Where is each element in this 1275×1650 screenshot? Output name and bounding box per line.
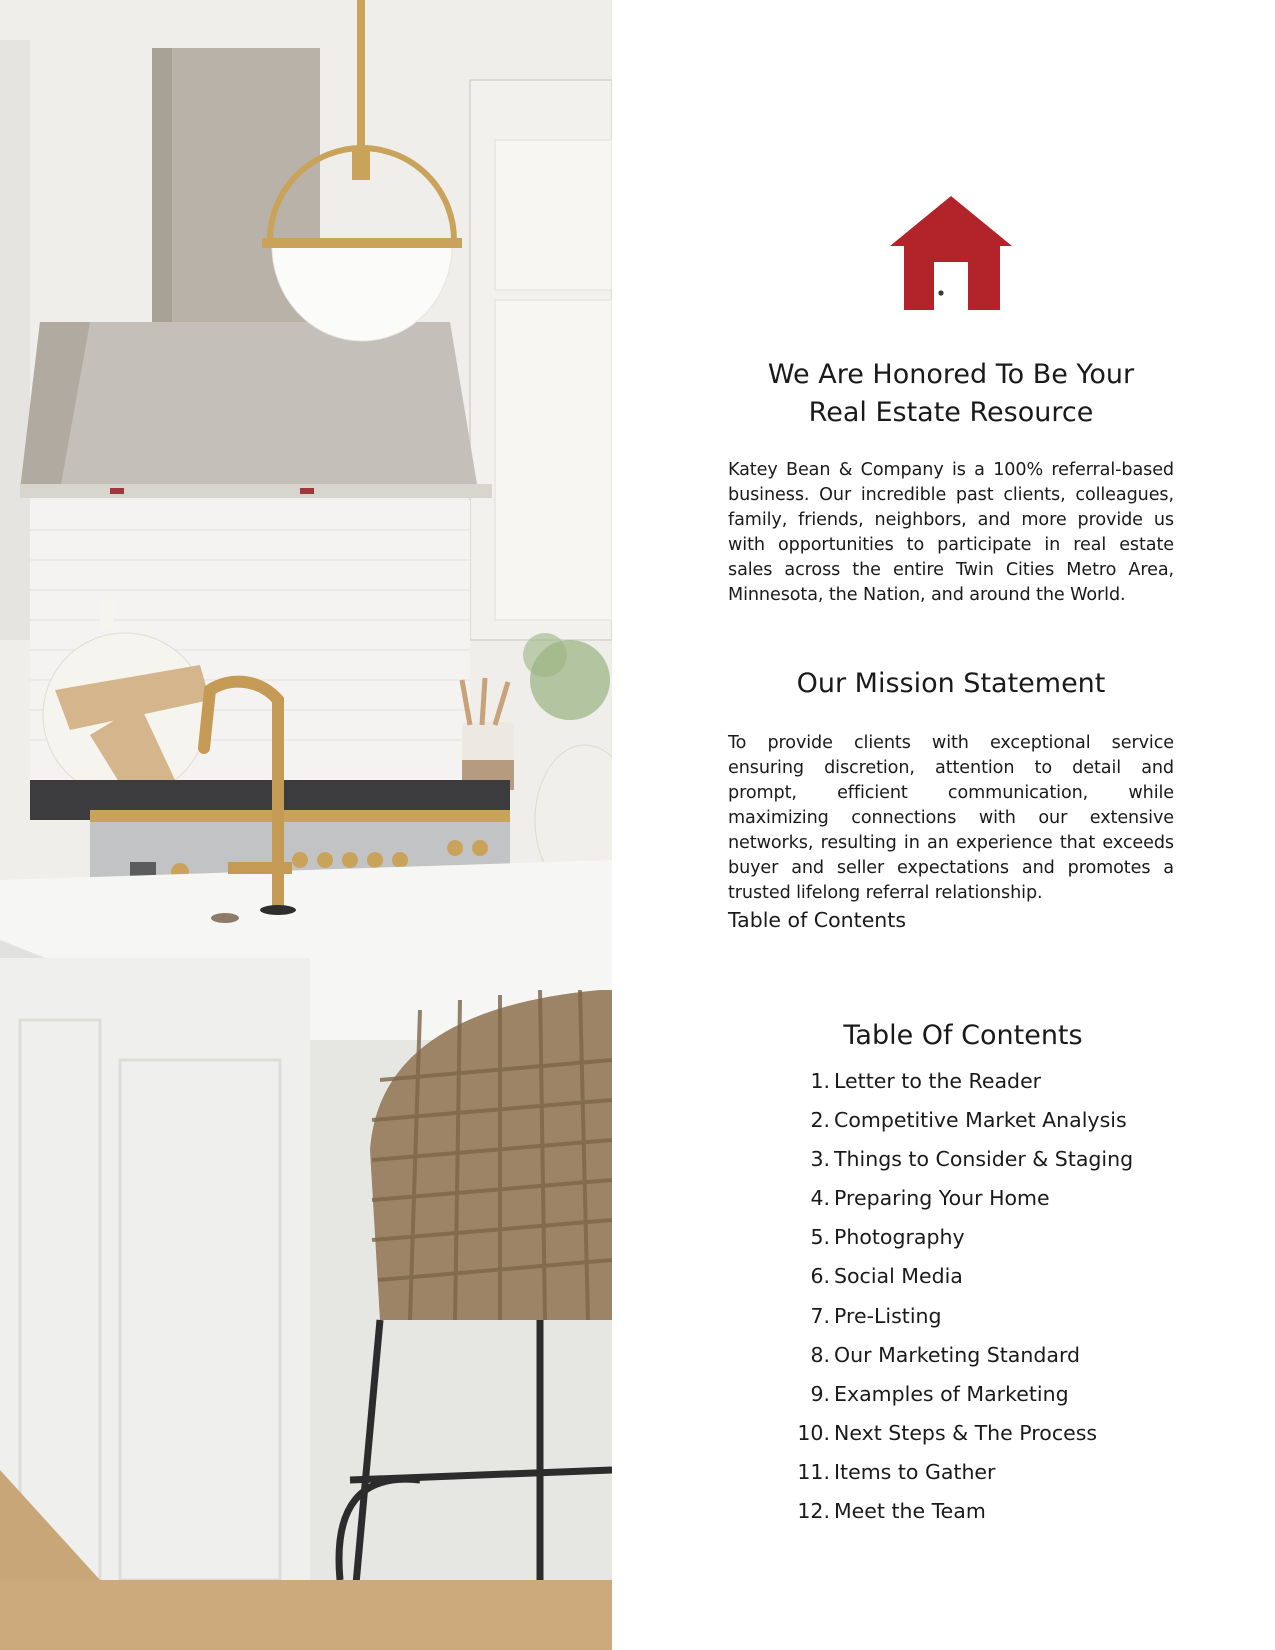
- toc-list: [790, 1064, 1170, 1533]
- toc-item: [790, 1494, 1170, 1533]
- toc-item-text: Things to Consider & Staging: [834, 1147, 1134, 1172]
- toc-item: [790, 1377, 1170, 1416]
- toc-item-number: 10.: [797, 1420, 830, 1445]
- toc-item: [790, 1299, 1170, 1338]
- kitchen-photo: [0, 0, 612, 1650]
- toc-item-number: 3.: [810, 1147, 830, 1172]
- toc-item-number: 4.: [810, 1186, 830, 1211]
- toc-item: [790, 1416, 1170, 1455]
- toc-item: [790, 1142, 1170, 1181]
- toc-item: [790, 1064, 1170, 1103]
- toc-item-text: Next Steps & The Process: [834, 1420, 1098, 1445]
- intro-heading-line1: We Are Honored To Be Your: [767, 359, 1135, 390]
- toc-item-number: 12.: [797, 1499, 830, 1524]
- intro-heading: [728, 356, 1174, 432]
- kitchen-illustration: [0, 0, 612, 1650]
- intro-paragraph: Katey Bean & Company is a 100% referral-based business. Our incredible past clients, colleagues, family, friends, neighbors, and more provide us with opportunities to participate in real estate sales across the entire Twin Cities Metro Area, Minnesota, the Nation, and around the World.: [728, 460, 1174, 605]
- toc-heading: Table Of Contents: [843, 1020, 1083, 1051]
- toc-item-number: 2.: [810, 1108, 830, 1133]
- toc-item: [790, 1181, 1170, 1220]
- toc-item-number: 6.: [810, 1264, 830, 1289]
- toc-item: [790, 1455, 1170, 1494]
- toc-item-number: 5.: [810, 1225, 830, 1250]
- toc-item-text: Pre-Listing: [834, 1303, 942, 1328]
- mission-heading: Our Mission Statement: [796, 668, 1106, 699]
- mission-paragraph: To provide clients with exceptional service ensuring discretion, attention to detail and prompt, efficient communication, while maximizing connections with our extensive networks, resulting in an experience that exceeds buyer and seller expectations and promotes a trusted lifelong referral relationship.: [728, 733, 1174, 903]
- house-icon: [890, 196, 1012, 310]
- toc-item-text: Preparing Your Home: [834, 1186, 1050, 1211]
- toc-item-text: Meet the Team: [834, 1499, 986, 1524]
- toc-item-number: 11.: [797, 1459, 830, 1484]
- toc-item-text: Letter to the Reader: [834, 1069, 1042, 1093]
- toc-item-text: Photography: [834, 1225, 965, 1250]
- intro-heading-line2: Real Estate Resource: [808, 397, 1094, 428]
- toc-item: [790, 1338, 1170, 1377]
- toc-item-number: 8.: [810, 1342, 830, 1367]
- toc-label: Table of Contents: [728, 908, 907, 932]
- toc-item-text: Examples of Marketing: [834, 1381, 1069, 1406]
- toc-item-number: 9.: [810, 1381, 830, 1406]
- toc-item: [790, 1259, 1170, 1298]
- toc-item: [790, 1220, 1170, 1259]
- toc-item-text: Competitive Market Analysis: [834, 1108, 1127, 1133]
- toc-item-text: Items to Gather: [834, 1459, 996, 1484]
- toc-item-number: 7.: [810, 1303, 830, 1328]
- toc-item: [790, 1103, 1170, 1142]
- toc-item-text: Our Marketing Standard: [834, 1342, 1081, 1367]
- toc-item-number: 1.: [810, 1069, 830, 1093]
- toc-item-text: Social Media: [834, 1264, 963, 1289]
